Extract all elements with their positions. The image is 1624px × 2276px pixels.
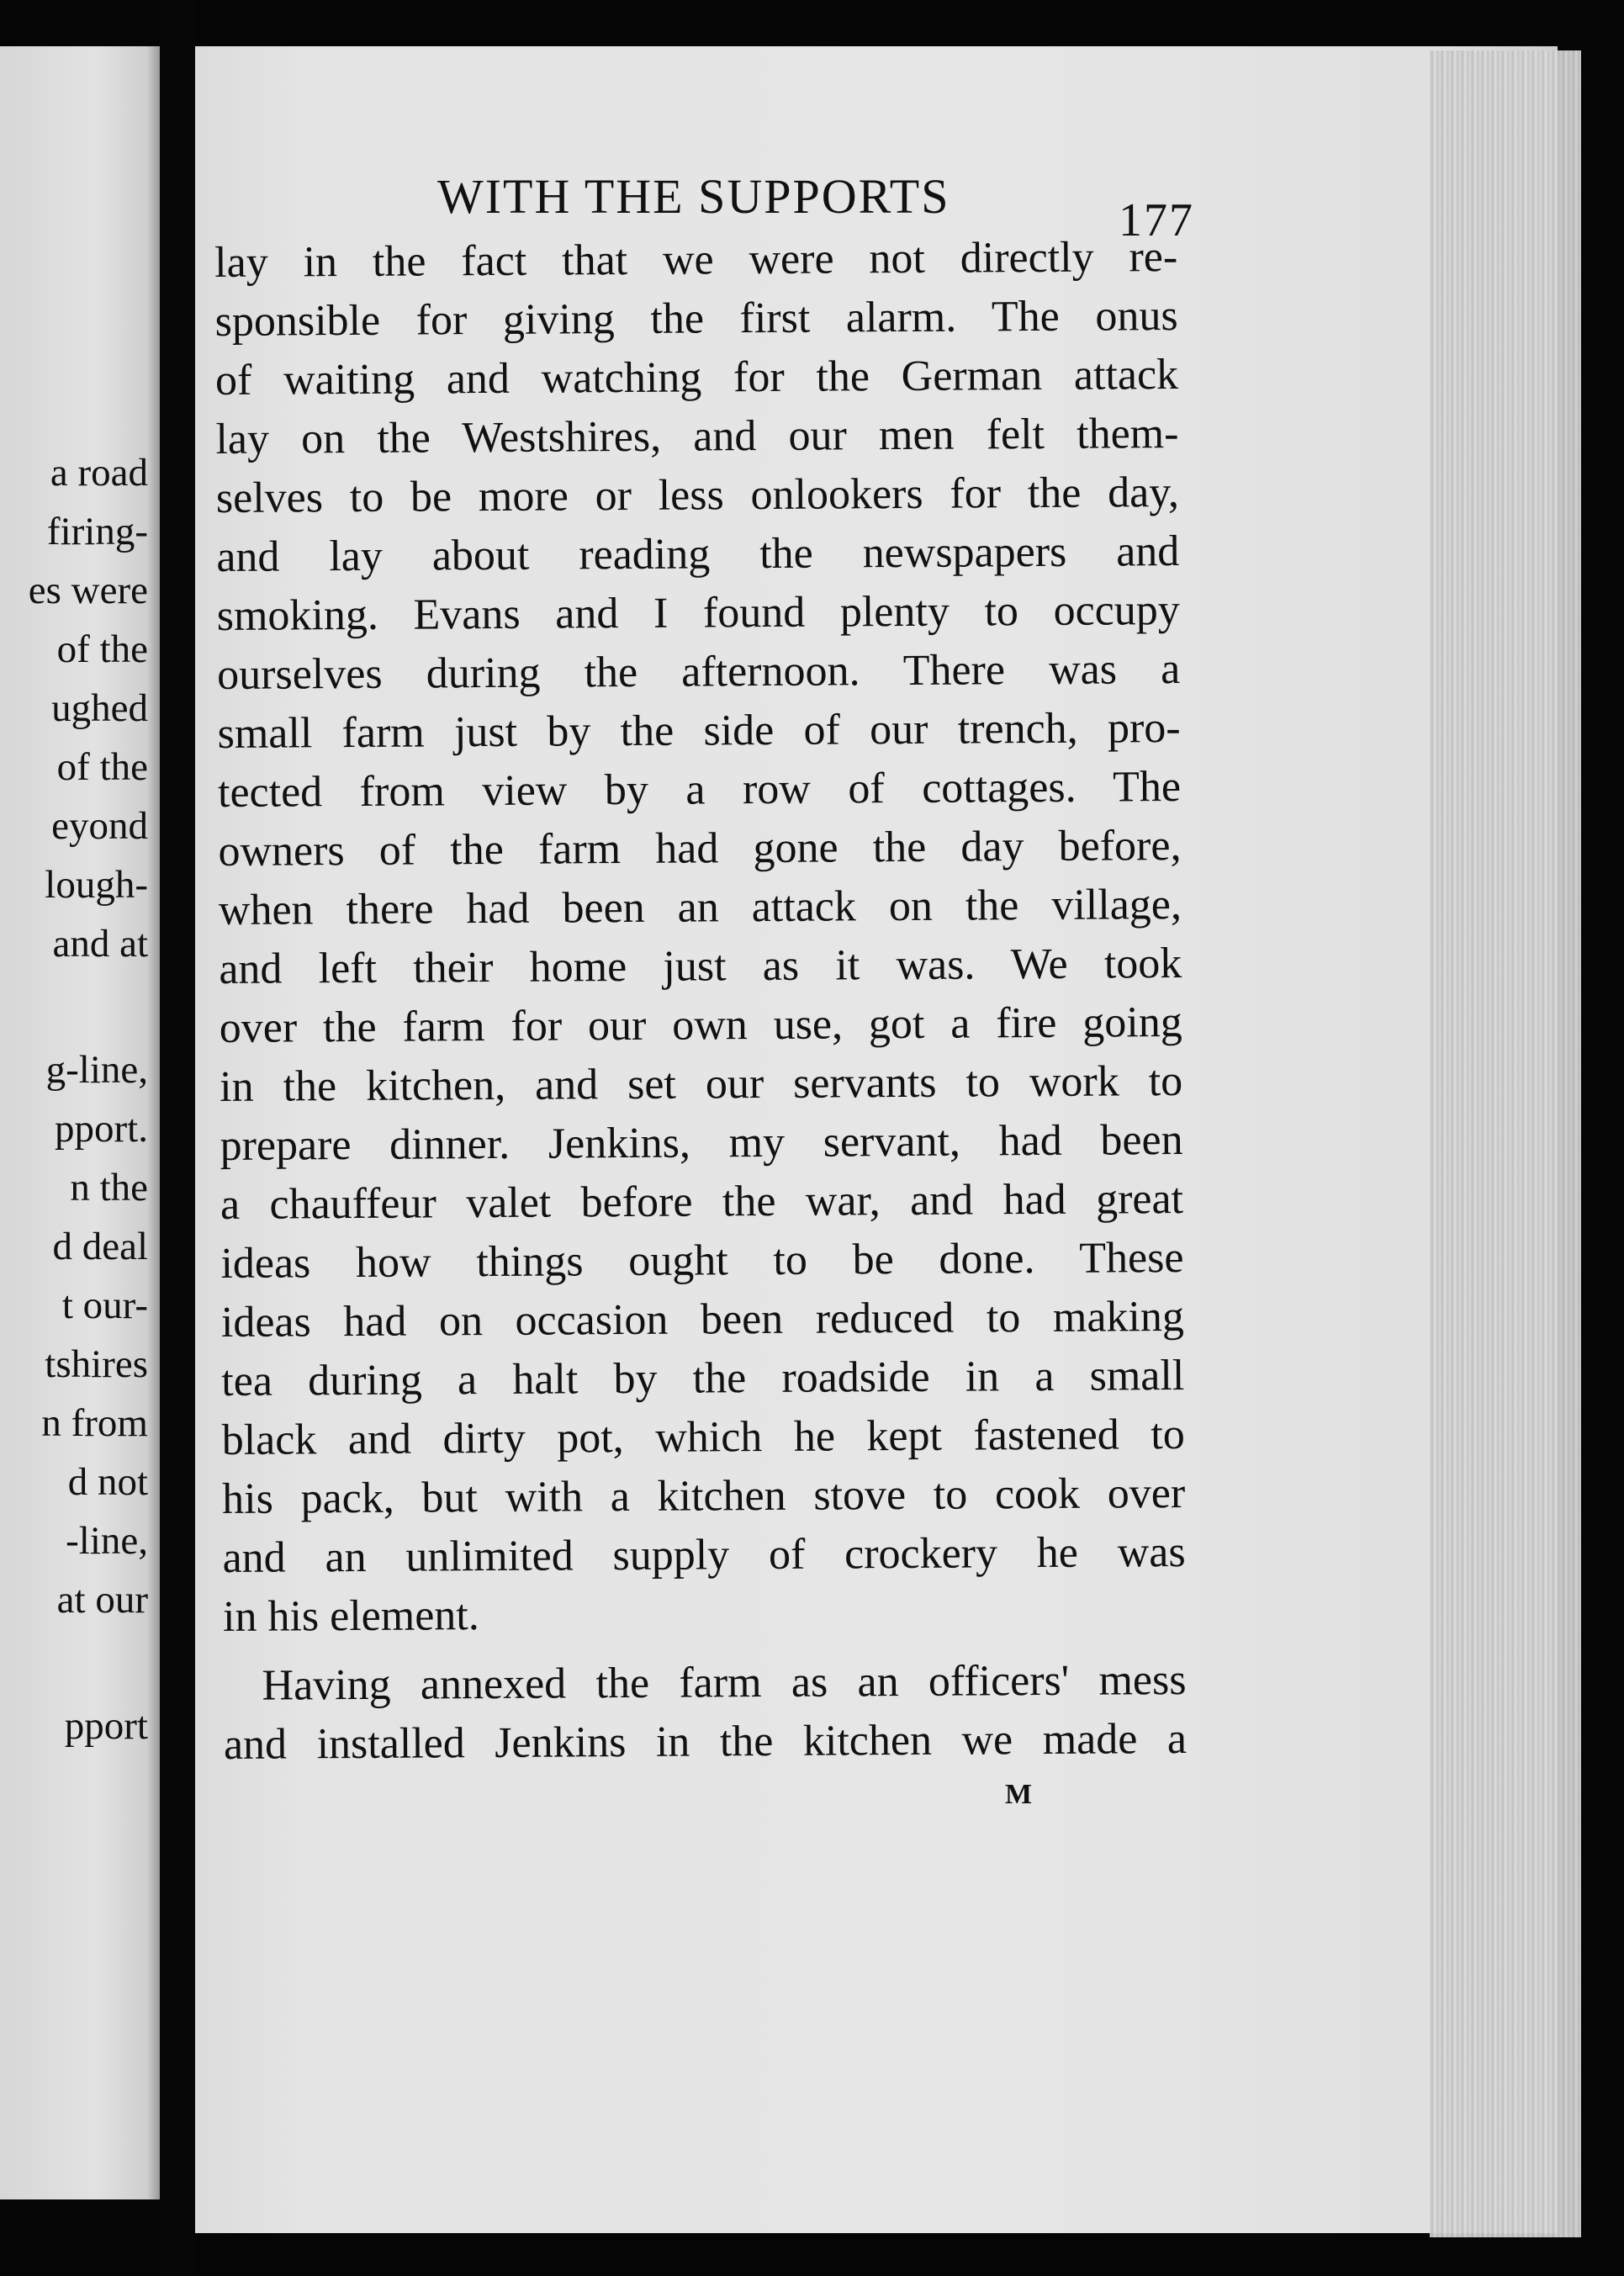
text-line: Having annexed the farm as an officers' mess — [262, 1655, 1187, 1710]
page-number: 177 — [1119, 194, 1194, 246]
text-line: over the farm for our own use, got a fire going — [219, 998, 1182, 1052]
left-page-line: es were — [28, 569, 148, 612]
left-page-line: at our — [56, 1578, 148, 1622]
left-page-line: -line, — [66, 1519, 148, 1563]
text-line: in the kitchen, and set our servants to work to — [220, 1056, 1183, 1111]
text-line: selves to be more or less onlookers for the day, — [215, 468, 1180, 522]
text-line: sponsible for giving the first alarm. The onus — [214, 292, 1178, 346]
text-line: a chauffeur valet before the war, and had great — [220, 1174, 1184, 1229]
left-page-line: lough- — [45, 863, 148, 907]
text-line: his pack, but with a kitchen stove to cook over — [222, 1469, 1186, 1523]
left-page-line: and at — [52, 922, 148, 966]
text-line: in his element. — [222, 1591, 479, 1641]
text-line: and lay about reading the newspapers and — [216, 527, 1180, 581]
text-line: lay in the fact that we were not directly re- — [214, 233, 1178, 287]
left-page-line: n from — [41, 1401, 148, 1445]
text-line: prepare dinner. Jenkins, my servant, had been — [220, 1115, 1183, 1170]
left-page-line: firing- — [46, 510, 148, 553]
left-page-line: pport. — [55, 1107, 148, 1151]
text-line: and installed Jenkins in the kitchen we made a — [223, 1714, 1188, 1769]
text-line: tea during a halt by the roadside in a small — [221, 1351, 1185, 1405]
text-line: ideas how things ought to be done. These — [220, 1233, 1184, 1288]
text-line: owners of the farm had gone the day before, — [218, 821, 1182, 876]
text-line: ideas had on occasion been reduced to making — [220, 1292, 1185, 1347]
text-line: and left their home just as it was. We took — [219, 939, 1182, 993]
text-line: smoking. Evans and I found plenty to occupy — [216, 585, 1180, 640]
text-line: lay on the Westshires, and our men felt them- — [215, 410, 1179, 463]
text-line: tected from view by a row of cottages. The — [217, 762, 1182, 817]
text-line: ourselves during the afternoon. There was a — [217, 644, 1181, 699]
left-page-line: ughed — [51, 686, 148, 730]
signature-mark: M — [1005, 1779, 1033, 1810]
left-page-line: of the — [56, 745, 148, 789]
left-page-line: d deal — [52, 1225, 148, 1268]
book-gutter — [160, 0, 195, 2276]
text-line: small farm just by the side of our trench, pro- — [217, 703, 1181, 758]
running-head: WITH THE SUPPORTS — [437, 169, 950, 224]
left-page-line: tshires — [45, 1342, 148, 1386]
text-line: black and dirty pot, which he kept fastened to — [221, 1410, 1185, 1464]
left-page-line: of the — [56, 627, 148, 671]
left-facing-page — [0, 46, 160, 2199]
left-page-line: n the — [70, 1166, 148, 1209]
body-text — [214, 228, 1187, 1775]
text-line: of waiting and watching for the German attack — [214, 351, 1179, 405]
paragraph — [214, 228, 1186, 1647]
paragraph — [223, 1651, 1187, 1775]
left-page-line: d not — [67, 1460, 148, 1504]
left-page-line: t our- — [61, 1284, 148, 1327]
left-page-line: eyond — [51, 804, 148, 848]
left-page-line: a road — [50, 451, 148, 495]
page-edges — [1430, 50, 1581, 2237]
left-page-line: g-line, — [45, 1048, 148, 1092]
text-line: when there had been an attack on the village, — [218, 880, 1182, 934]
text-line: and an unlimited supply of crockery he was — [222, 1527, 1186, 1582]
left-page-line: pport — [64, 1704, 148, 1748]
